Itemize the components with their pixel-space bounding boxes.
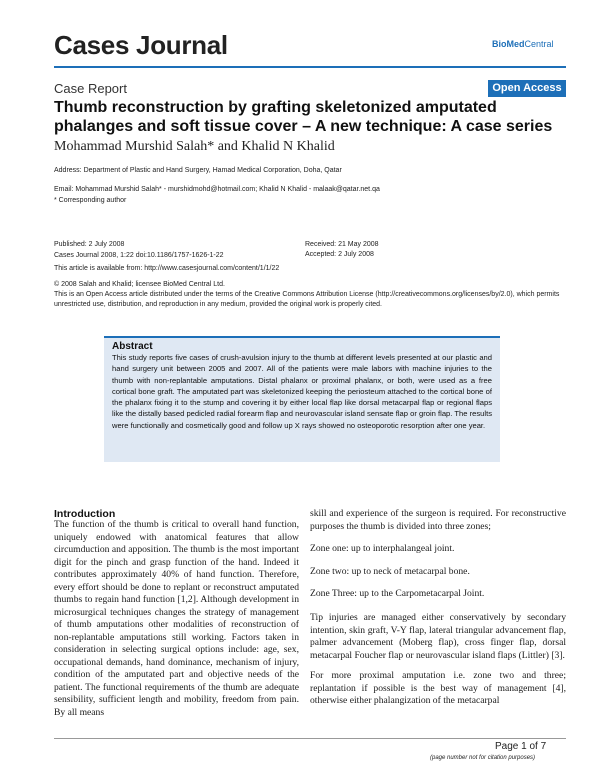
biomed-central-logo[interactable] <box>492 34 564 54</box>
received-date: Received: 21 May 2008 <box>305 241 379 248</box>
proximal-amputation-paragraph: For more proximal amputation i.e. zone two and three; replantation if possible is the best way of management [4], otherwise either phalangization of the metacarpal <box>310 670 566 706</box>
zone-three-item: Zone Three: up to the Carpometacarpal Joint. <box>310 588 485 599</box>
author-emails[interactable]: Email: Mohammad Murshid Salah* - murshidmohd@hotmail.com; Khalid N Khalid - malaak@qatar.net.qa <box>54 186 380 193</box>
zone-one-item: Zone one: up to interphalangeal joint. <box>310 543 455 554</box>
license-notice[interactable]: This is an Open Access article distributed under the terms of the Creative Commons Attribution License (http://creativecommons.org/licenses/by/2.0), which permits unrestricted use, distribution, and reproduction in any medium, provided the original work is properly cited. <box>54 291 560 308</box>
article-title: Thumb reconstruction by grafting skeletonized amputated phalanges and soft tissue cover – A new technique: A case series <box>54 99 553 135</box>
author-address: Address: Department of Plastic and Hand Surgery, Hamad Medical Corporation, Doha, Qatar <box>54 167 342 174</box>
citation-doi: Cases Journal 2008, 1:22 doi:10.1186/1757-1626-1-22 <box>54 252 224 259</box>
zones-intro-paragraph: skill and experience of the surgeon is required. For reconstructive purposes the thumb is divided into three zones; <box>310 508 566 532</box>
logo-light-text: Central <box>524 39 554 49</box>
introduction-heading: Introduction <box>54 508 116 520</box>
page-number: Page 1 of 7 <box>495 741 547 752</box>
journal-title: Cases Journal <box>54 30 228 60</box>
corresponding-author-note: * Corresponding author <box>54 197 127 204</box>
article-type: Case Report <box>54 81 127 96</box>
abstract-top-rule <box>104 336 500 338</box>
page-number-note: (page number not for citation purposes) <box>430 755 536 761</box>
published-date: Published: 2 July 2008 <box>54 241 125 248</box>
logo-bold-text: BioMed <box>492 39 525 49</box>
zone-two-item: Zone two: up to neck of metacarpal bone. <box>310 566 470 577</box>
abstract-heading: Abstract <box>112 341 153 352</box>
header-divider <box>54 66 566 68</box>
tip-injuries-paragraph: Tip injuries are managed either conservatively by secondary intention, skin graft, V-Y flap, lateral triangular advancement flap, palmer advancement (Moberg flap), cross finger flap, dorsal metacarpal Foucher flap or neurovascular island flaps (Littler) [3]. <box>310 612 566 661</box>
footer-divider <box>54 738 566 739</box>
article-url[interactable]: This article is available from: http://www.casesjournal.com/content/1/1/22 <box>54 265 280 272</box>
accepted-date: Accepted: 2 July 2008 <box>305 251 374 258</box>
introduction-paragraph: The function of the thumb is critical to overall hand function, uniquely endowed with anatomical features that allow circumduction and apposition. The thumb is the most important digit for the pinch and grasp function of the hand. Indeed it contributes approximately 40% of hand function. Therefore, every effort should be done to replant or reconstruct amputated thumbs to regain hand function [1,2]. Although development in microsurgical techniques changes the strategy of management of thumb amputations other modalities of reconstruction of non-replantable amputations still working. Factors taken in consideration in selecting surgical options include: age, sex, occupational demands, hand dominance, mechanism of injury, condition of the amputated part and objective needs of the patient. The functional requirements of the thumb are adequate sensibility, sufficient length and mobility, freedom from pain. By all means <box>54 519 299 718</box>
abstract-text: This study reports five cases of crush-avulsion injury to the thumb at different levels presented at our plastic and hand surgery unit between 2005 and 2007. All of the patients were male labors with machine injuries to the thumb with non-replantable amputations. Distal phalanx or proximal phalanx, or both, were used as a free cortical bone graft. The amputated part was skeletonized keeping the periosteum attached to the cortical bone of the phalanx fixing it to the stump and covering it by either local flap like dorsal metacarpal flap or regional flaps like the distally based pedicled radial forearm flap and neurovascular island sensate flap or groin flap. The results were functionally and cosmetically good and follow up X rays showed no osteoporotic resorption after one year. <box>112 353 492 430</box>
open-access-badge: Open Access <box>488 80 566 97</box>
author-list: Mohammad Murshid Salah* and Khalid N Khalid <box>54 139 335 154</box>
copyright-notice: © 2008 Salah and Khalid; licensee BioMed Central Ltd. <box>54 281 225 288</box>
